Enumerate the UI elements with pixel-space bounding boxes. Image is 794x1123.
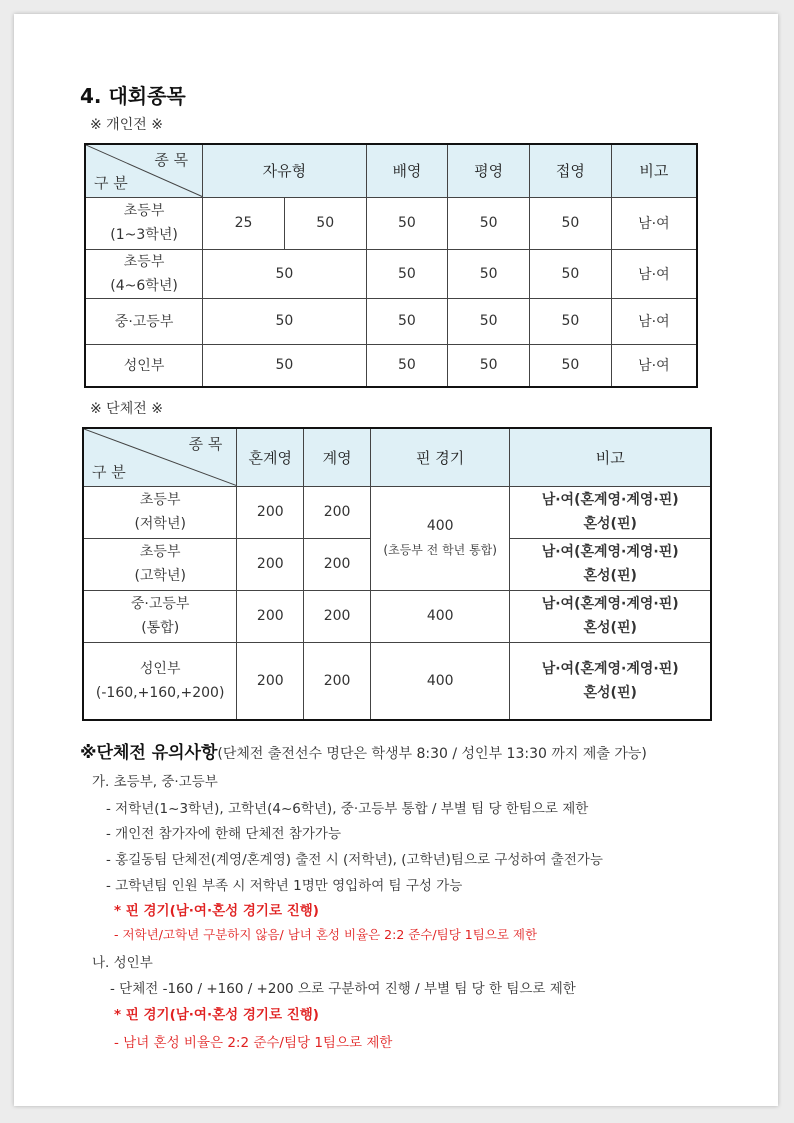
section-b-fin-rule: * 핀 경기(남·여·혼성 경기로 진행) xyxy=(114,1007,319,1023)
value-cell: 200 xyxy=(237,538,304,590)
section-b-item: - 단체전 -160 / +160 / +200 으로 구분하여 진행 / 부별 팀 당 한 팀으로 제한 xyxy=(110,981,576,997)
section-b-title: 나. 성인부 xyxy=(92,955,153,971)
value-cell: 400 xyxy=(370,642,509,720)
value-cell: 50 xyxy=(284,197,366,249)
note-cell: 남·여 xyxy=(611,249,697,298)
value-cell: 50 xyxy=(366,197,448,249)
section-title: 4. 대회종목 xyxy=(80,84,186,108)
table-row xyxy=(85,197,697,249)
value-cell: 50 xyxy=(448,197,530,249)
note-cell: 남·여 xyxy=(611,197,697,249)
section-a-item: - 고학년팀 인원 부족 시 저학년 1명만 영입하여 팀 구성 가능 xyxy=(106,878,463,894)
value-cell: 50 xyxy=(448,298,530,344)
value-cell: 50 xyxy=(203,298,366,344)
value-cell: 25 xyxy=(203,197,285,249)
value-cell: 200 xyxy=(237,642,304,720)
section-a-item: - 저학년(1~3학년), 고학년(4~6학년), 중·고등부 통합 / 부별 팀 당 한팀으로 제한 xyxy=(106,801,589,817)
section-a-fin-rule: * 핀 경기(남·여·혼성 경기로 진행) xyxy=(114,903,319,919)
col-breaststroke: 평영 xyxy=(448,144,530,197)
table-row xyxy=(83,486,711,538)
division-cell: 성인부 xyxy=(85,344,203,387)
value-cell: 50 xyxy=(530,298,612,344)
division-cell: 중·고등부 (통합) xyxy=(83,590,237,642)
value-cell: 200 xyxy=(237,590,304,642)
col-fin: 핀 경기 xyxy=(370,428,509,486)
value-cell: 50 xyxy=(366,249,448,298)
division-cell: 초등부 (고학년) xyxy=(83,538,237,590)
note-cell: 남·여 xyxy=(611,298,697,344)
table-row xyxy=(85,344,697,387)
value-cell: 200 xyxy=(304,538,371,590)
col-backstroke: 배영 xyxy=(366,144,448,197)
value-cell: 50 xyxy=(530,197,612,249)
value-cell: 50 xyxy=(448,249,530,298)
team-table xyxy=(82,427,712,721)
section-b-fin-detail: - 남녀 혼성 비율은 2:2 준수/팀당 1팀으로 제한 xyxy=(114,1035,393,1051)
header-division-label: 구 분 xyxy=(94,173,128,192)
note-cell: 남·여(혼계영·계영·핀) 혼성(핀) xyxy=(510,538,711,590)
value-cell: 50 xyxy=(448,344,530,387)
note-cell: 남·여(혼계영·계영·핀) 혼성(핀) xyxy=(510,486,711,538)
section-a-item: - 개인전 참가자에 한해 단체전 참가가능 xyxy=(106,826,341,842)
header-event-label: 종 목 xyxy=(188,435,223,453)
value-cell: 400 xyxy=(370,590,509,642)
value-cell: 50 xyxy=(203,249,366,298)
value-cell: 50 xyxy=(530,344,612,387)
division-cell: 초등부 (4~6학년) xyxy=(85,249,203,298)
division-cell: 초등부 (저학년) xyxy=(83,486,237,538)
value-cell: 200 xyxy=(237,486,304,538)
col-relay: 계영 xyxy=(304,428,371,486)
table-row xyxy=(83,642,711,720)
section-a-item: - 홍길동팀 단체전(계영/혼계영) 출전 시 (저학년), (고학년)팀으로 구성하여 출전가능 xyxy=(106,852,603,868)
value-cell: 50 xyxy=(203,344,366,387)
team-label: ※ 단체전 ※ xyxy=(90,401,163,417)
col-freestyle: 자유형 xyxy=(203,144,366,197)
col-butterfly: 접영 xyxy=(530,144,612,197)
division-cell: 중·고등부 xyxy=(85,298,203,344)
team-header-corner xyxy=(83,428,237,486)
fin-shared-cell: 400 (초등부 전 학년 통합) xyxy=(370,486,509,590)
individual-label: ※ 개인전 ※ xyxy=(90,117,163,133)
value-cell: 200 xyxy=(304,642,371,720)
value-cell: 50 xyxy=(366,298,448,344)
table-row xyxy=(83,590,711,642)
value-cell: 200 xyxy=(304,486,371,538)
individual-header-corner xyxy=(85,144,203,197)
col-medley-relay: 혼계영 xyxy=(237,428,304,486)
col-note: 비고 xyxy=(611,144,697,197)
individual-table xyxy=(84,143,698,388)
section-a-title: 가. 초등부, 중·고등부 xyxy=(92,774,218,790)
division-cell: 성인부 (-160,+160,+200) xyxy=(83,642,237,720)
division-cell: 초등부 (1~3학년) xyxy=(85,197,203,249)
value-cell: 50 xyxy=(530,249,612,298)
header-event-label: 종 목 xyxy=(154,151,189,169)
table-row xyxy=(85,298,697,344)
section-a-fin-detail: - 저학년/고학년 구분하지 않음/ 남녀 혼성 비율은 2:2 준수/팀당 1팀으로 제한 xyxy=(114,927,538,942)
note-cell: 남·여 xyxy=(611,344,697,387)
value-cell: 50 xyxy=(366,344,448,387)
team-notice-heading: ※단체전 유의사항(단체전 출전선수 명단은 학생부 8:30 / 성인부 13:30 까지 제출 가능) xyxy=(80,743,647,763)
note-cell: 남·여(혼계영·계영·핀) 혼성(핀) xyxy=(510,590,711,642)
note-cell: 남·여(혼계영·계영·핀) 혼성(핀) xyxy=(510,642,711,720)
value-cell: 200 xyxy=(304,590,371,642)
col-note: 비고 xyxy=(510,428,711,486)
table-row xyxy=(85,249,697,298)
header-division-label: 구 분 xyxy=(92,462,126,481)
